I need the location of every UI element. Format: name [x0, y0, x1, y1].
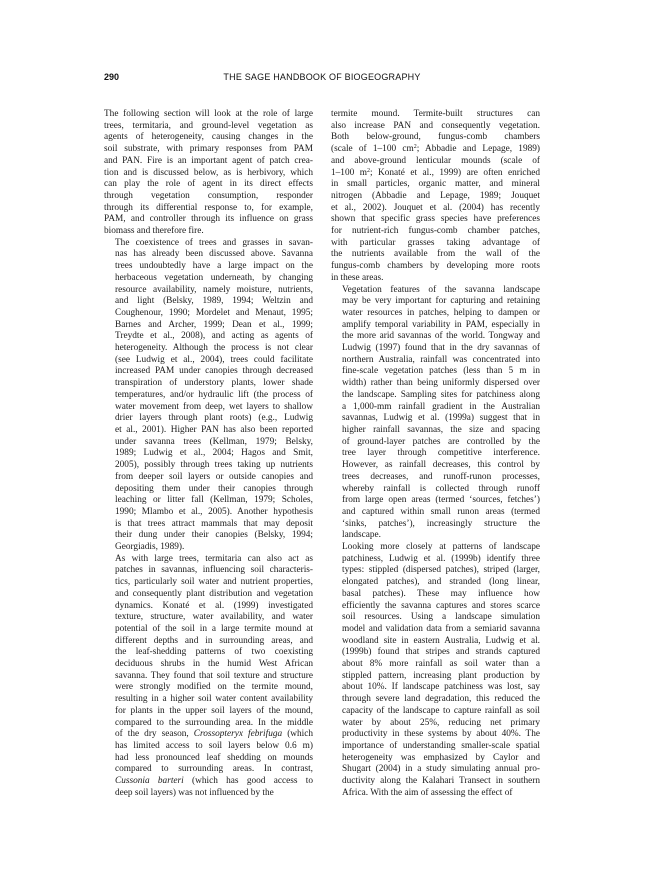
- text-line: et al., 2001). Higher PAN has also been reported: [115, 424, 313, 435]
- text-line: water by about 25%, reducing net primary: [342, 717, 540, 728]
- text-line: However, as rainfall decreases, this control by: [342, 460, 540, 471]
- text-line: deep soil layers) was not influenced by the: [115, 787, 274, 798]
- text-line: different depths and in surrounding areas, and: [115, 635, 313, 646]
- text-line: soil resources. Using a landscape simulation: [342, 612, 540, 623]
- text-line: water resources in patches, helping to dampen or: [342, 307, 540, 318]
- text-line: northern Australia, rainfall was concentrated into: [342, 354, 540, 365]
- text-line: patches in savannas, influencing soil characteris-: [115, 565, 313, 576]
- text-line: deciduous shrubs in the humid West African: [115, 659, 313, 670]
- text-line: capacity of the landscape to capture rainfall as soil: [342, 705, 540, 716]
- text-line: 1990; Mlambo et al., 2005). Another hypothesis: [115, 506, 313, 517]
- paragraph: [331, 542, 540, 799]
- text-line: basal patches). These may influence how: [342, 588, 540, 599]
- text-line: of ground-layer patches are controlled by the: [342, 436, 540, 447]
- text-line: with particular grasses taking advantage of: [331, 237, 540, 248]
- text-line: transpiration of understory plants, lower shade: [115, 378, 313, 389]
- text-line: also increase PAN and consequently vegetation.: [331, 120, 540, 131]
- text-line: productivity in these systems by about 40%. The: [342, 729, 540, 740]
- text-line: increased PAM under canopies through decreased: [115, 366, 313, 377]
- text-line: fungus-comb chambers by developing more roots: [331, 261, 540, 272]
- text-line: depositing them under their canopies through: [115, 483, 313, 494]
- text-line: landscape.: [342, 530, 381, 541]
- paragraph: [104, 238, 313, 554]
- text-line: trees, termitaria, and ground-level vegetation as: [104, 120, 313, 131]
- text-line: nitrogen (Abbadie and Lepage, 1989; Jouquet: [331, 190, 540, 201]
- text-line: the more arid savannas of the world. Tongway and: [342, 331, 540, 342]
- text-line: the nutrients available from the wall of the: [331, 249, 540, 260]
- text-line: through severe land degradation, this reduced the: [342, 694, 540, 705]
- text-line: 1–100 $m^2$; Konaté et al., 1999) are often enriched: [331, 167, 540, 178]
- paragraph: [331, 109, 540, 285]
- text-line: Vegetation features of the savanna landscape: [342, 284, 540, 295]
- text-line: can play the role of agent in its direct effects: [104, 179, 313, 190]
- running-title: THE SAGE HANDBOOK OF BIOGEOGRAPHY: [223, 72, 421, 82]
- right-column: [331, 109, 540, 799]
- text-line: herbaceous vegetation underneath, by changing: [115, 272, 313, 283]
- text-line: savannas, Ludwig et al. (1999a) suggest that in: [342, 413, 540, 424]
- left-column: [104, 109, 313, 799]
- text-line: a 1,000-mm rainfall gradient in the Australian: [342, 401, 540, 412]
- text-line: As with large trees, termitaria can also act as: [115, 553, 313, 564]
- text-line: (scale of 1–100 $cm^2$; Abbadie and Lepage, 1989): [331, 144, 540, 155]
- text-line: from large open areas (termed ‘sources, fetches’): [342, 495, 540, 506]
- text-line: Shugart (2004) in a study simulating annual pro-: [342, 764, 540, 775]
- text-line: has limited access to soil layers below 0.6 m): [115, 740, 313, 751]
- text-line: (1999b) found that stripes and strands captured: [342, 647, 540, 658]
- text-line: Cussonia barteri (which has good access to: [115, 776, 314, 787]
- text-line: whereby rainfall is collected through runoff: [342, 483, 540, 494]
- text-line: may be very important for capturing and retaining: [342, 296, 540, 307]
- text-line: compared to surrounding areas. In contrast,: [115, 764, 313, 775]
- text-line: water movement from deep, wet layers to shallow: [115, 401, 313, 412]
- text-line: 2005), possibly through trees taking up nutrients: [115, 460, 313, 471]
- text-line: and light (Belsky, 1989, 1994; Weltzin and: [115, 296, 313, 307]
- text-line: model and validation data from a semiarid savanna: [342, 623, 540, 634]
- running-header: [104, 72, 540, 86]
- text-line: compared to the surrounding area. In the middle: [115, 717, 313, 728]
- text-line: potential of the soil in a large termite mound at: [115, 623, 313, 634]
- text-line: trees undoubtedly have a large impact on the: [115, 261, 313, 272]
- text-line: shown that specific grass species have preferences: [331, 214, 540, 225]
- text-line: heterogeneity was emphasized by Caylor and: [342, 752, 540, 763]
- paragraph: [104, 109, 313, 238]
- text-line: amplify temporal variability in PAM, especially in: [342, 319, 540, 330]
- text-line: tion and is discussed below, as is herbivory, which: [104, 167, 313, 178]
- text-line: through its differential response to, for example,: [104, 202, 313, 213]
- text-line: soil substrate, with primary responses from PAM: [104, 144, 313, 155]
- text-line: their dung under their canopies (Belsky, 1994;: [115, 530, 313, 541]
- text-line: Barnes and Archer, 1999; Dean et al., 1999;: [115, 319, 313, 330]
- text-line: for nutrient-rich fungus-comb chamber patches,: [331, 226, 540, 237]
- text-line: and consequently plant distribution and vegetation: [115, 588, 313, 599]
- text-line: drier layers through plant roots) (e.g., Ludwig: [115, 413, 313, 424]
- text-line: the landscape. Sampling sites for patchiness along: [342, 389, 540, 400]
- text-line: from deeper soil layers or outside canopies and: [115, 471, 313, 482]
- text-line: elongated patches), and stranded (long linear,: [342, 577, 540, 588]
- text-line: tree layer through competitive interference.: [342, 448, 540, 459]
- text-line: and PAN. Fire is an important agent of patch crea-: [104, 155, 313, 166]
- text-line: texture, structure, water availability, and water: [115, 612, 313, 623]
- text-line: termite mound. Termite-built structures can: [331, 109, 540, 119]
- text-line: Ludwig (1997) found that in the dry savannas of: [342, 343, 540, 354]
- text-line: agents of heterogeneity, causing changes in the: [104, 132, 313, 143]
- text-line: 1989; Ludwig et al., 2004; Hagos and Smit,: [115, 448, 313, 459]
- text-line: The following section will look at the role of large: [104, 109, 313, 119]
- text-line: types: stippled (dispersed patches), striped (larger,: [342, 565, 540, 576]
- text-line: temperatures, and/or hydraulic lift (the process of: [115, 389, 313, 400]
- text-line: of the dry season, Crossopteryx febrifuga (which: [115, 729, 314, 740]
- text-line: under savanna trees (Kellman, 1979; Belsky,: [115, 436, 313, 447]
- text-line: fine-scale vegetation patches (less than 5 m in: [342, 366, 540, 377]
- text-line: ductivity along the Kalahari Transect in southern: [342, 776, 540, 787]
- text-line: in these areas.: [331, 272, 384, 283]
- text-line: (see Ludwig et al., 2004), trees could facilitate: [115, 354, 313, 365]
- text-line: importance of understanding smaller-scale spatial: [342, 740, 540, 751]
- text-line: Looking more closely at patterns of landscape: [342, 542, 540, 553]
- text-line: trees decreases, and runoff-runon processes,: [342, 471, 540, 482]
- text-line: had less pronounced leaf shedding on mounds: [115, 752, 313, 763]
- text-line: and captured within small runon areas (termed: [342, 506, 540, 517]
- text-line: woodland site in eastern Australia, Ludwig et al.: [342, 635, 540, 646]
- text-line: about 8% more rainfall as soil water than a: [342, 659, 540, 670]
- text-line: were strongly modified on the termite mound,: [115, 682, 313, 693]
- text-line: Both below-ground, fungus-comb chambers: [331, 132, 540, 143]
- text-line: is that trees attract mammals that may deposit: [115, 518, 313, 529]
- page-number: 290: [104, 72, 120, 82]
- text-line: through vegetation consumption, responder: [104, 190, 313, 201]
- text-line: Treydte et al., 2008), and acting as agents of: [115, 331, 313, 342]
- text-line: heterogeneity. Although the process is not clear: [115, 343, 313, 354]
- text-line: for plants in the upper soil layers of the mound,: [115, 705, 313, 716]
- text-line: ‘sinks, patches’), increasingly structure the: [342, 518, 540, 529]
- text-line: tics, particularly soil water and nutrient properties,: [115, 577, 313, 588]
- text-line: resource availability, namely moisture, nutrients,: [115, 284, 313, 295]
- text-line: efficiently the savanna captures and stores scarce: [342, 600, 540, 611]
- text-line: leaching or litter fall (Kellman, 1979; Scholes,: [115, 495, 313, 506]
- text-line: savanna. They found that soil texture and structure: [115, 670, 313, 681]
- text-line: higher rainfall savannas, the size and spacing: [342, 424, 540, 435]
- text-line: dynamics. Konaté et al. (1999) investigated: [115, 600, 313, 611]
- text-line: biomass and therefore fire.: [104, 226, 204, 237]
- text-line: resulting in a higher soil water content availability: [115, 694, 313, 705]
- text-line: nas has already been discussed above. Savanna: [115, 249, 313, 260]
- text-line: Africa. With the aim of assessing the effect of: [342, 787, 513, 798]
- text-line: in small particles, organic matter, and mineral: [331, 179, 540, 190]
- paragraph: [331, 285, 540, 542]
- text-line: width) rather than being uniformly dispersed over: [342, 378, 540, 389]
- text-line: and above-ground lenticular mounds (scale of: [331, 155, 540, 166]
- text-line: stippled pattern, increasing plant production by: [342, 670, 540, 681]
- text-line: about 10%. If landscape patchiness was lost, say: [342, 682, 540, 693]
- text-line: patchiness, Ludwig et al. (1999b) identify three: [342, 553, 540, 564]
- text-line: the leaf-shedding patterns of two coexisting: [115, 647, 313, 658]
- text-line: Georgiadis, 1989).: [115, 542, 185, 553]
- text-line: The coexistence of trees and grasses in savan-: [115, 237, 313, 248]
- paragraph: [104, 554, 313, 800]
- text-line: Coughenour, 1990; Mordelet and Menaut, 1995;: [115, 307, 313, 318]
- text-line: PAM, and controller through its influence on grass: [104, 214, 313, 225]
- text-line: et al., 2002). Jouquet et al. (2004) has recently: [331, 202, 540, 213]
